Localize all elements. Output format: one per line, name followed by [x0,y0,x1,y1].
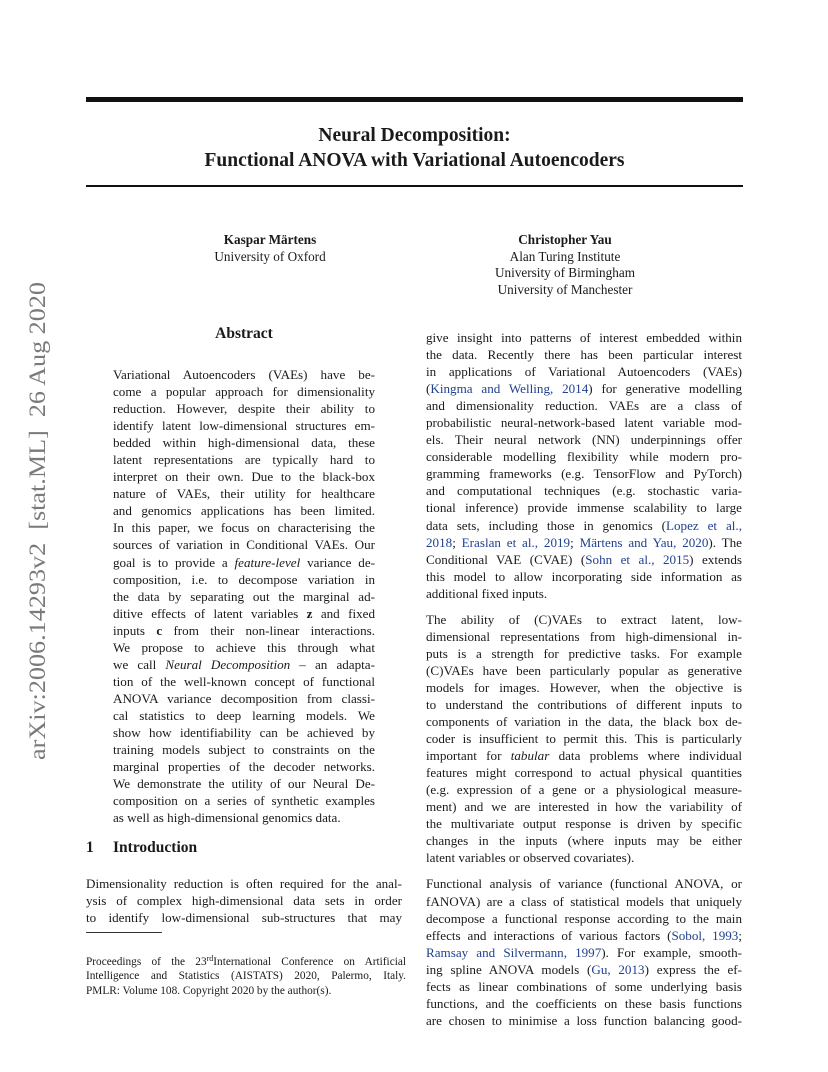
abstract-line: show how identifiability can be achieved by [113,724,375,740]
title-bottom-rule [86,185,743,187]
body-line: fANOVA) are a class of statistical models that uniquely [426,893,742,909]
abstract-line: ditive effects of latent variables z and fixed [113,605,376,621]
body-line: fects as linear combinations of some underlying basis [426,978,742,994]
arxiv-stamp-text: arXiv:2006.14293v2 [stat.ML] 26 Aug 2020 [25,330,51,760]
author-affiliation: University of Oxford [214,248,326,264]
footnote-line: PMLR: Volume 108. Copyright 2020 by the author(s). [86,984,332,997]
body-line: components of variation in the data, the black box de- [426,714,742,730]
section-heading-introduction [86,839,197,857]
abstract-line: cal statistics to deep learning models. We [113,707,375,723]
top-rule [86,97,743,102]
body-line: latent variables or observed covariates). [426,850,635,866]
body-line: in applications of Variational Autoencoders (VAEs) [426,364,742,380]
body-line: ing spline ANOVA models (Gu, 2013) express the ef- [426,961,742,977]
abstract-line: nature of VAEs, their utility for healthcare [113,486,375,502]
body-line: considerable modelling flexibility while modern pro- [426,449,742,465]
author-affiliation: Alan Turing Institute [509,248,621,264]
intro-line: to identify low-dimensional sub-structures that may [86,910,402,926]
body-line: functions, and the coefficients on these basis functions [426,995,742,1011]
author-name: Christopher Yau [518,232,612,247]
abstract-line: latent representations are typically hard to [113,452,375,468]
section-title: Introduction [113,839,198,856]
paper-title [86,123,743,173]
introduction-body [86,875,402,926]
intro-line: ysis of complex high-dimensional data sets in order [86,893,402,909]
author-2 [450,232,680,298]
abstract-line: the data by separating out the marginal ad- [113,588,375,604]
author-affiliation: University of Manchester [497,281,633,297]
title-line-2: Functional ANOVA with Variational Autoencoders [204,150,625,171]
body-line: dimensional representations from high-dimensional in- [426,628,742,644]
abstract-line: In this paper, we focus on characterising the [113,520,375,536]
arxiv-stamp[interactable] [21,278,51,758]
title-line-1: Neural Decomposition: [318,125,511,146]
right-column [426,329,742,1029]
body-line: Ramsay and Silvermann, 1997). For example, smooth- [426,944,742,960]
abstract-line: as well as high-dimensional genomics data. [113,810,341,826]
footnote-line: Proceedings of the 23rdInternational Conference on Artificial [86,954,407,968]
paragraph-2 [426,611,742,867]
abstract-line: sources of variation in Conditional VAEs. Our [113,537,375,553]
body-line: Functional analysis of variance (functional ANOVA, or [426,876,742,892]
body-line: puts is a strength for predictive tasks. For example [426,645,742,661]
abstract-line: Variational Autoencoders (VAEs) have be- [113,367,375,382]
body-line: the data. Recently there has been particular interest [426,347,742,363]
body-line: changes in the inputs (where inputs may be either [426,833,742,849]
body-line: (C)VAEs have been particularly popular as generative [426,662,742,678]
abstract-line: We propose to achieve this through what [113,639,375,655]
abstract-line: reduction. However, despite their ability to [113,401,375,417]
abstract-line: We demonstrate the utility of our Neural De- [113,776,375,792]
body-line: to understand the contributions of different inputs to [426,696,742,712]
body-line: important for tabular data problems where individual [426,748,743,764]
abstract-line: and genomics applications has been limited. [113,503,375,519]
body-line: data sets, including those in genomics (Lopez et al., [426,517,742,533]
abstract-line: training models subject to constraints on the [113,742,375,758]
abstract-line: composition, i.e. to decompose variation in [113,571,375,587]
body-line: Conditional VAE (CVAE) (Sohn et al., 2015) extends [426,551,742,567]
abstract-line: inputs c from their non-linear interactions. [113,622,375,638]
abstract-line: marginal properties of the decoder networks. [113,759,375,775]
body-line: gramming frameworks (e.g. TensorFlow and PyTorch) [426,466,742,482]
author-affiliation: University of Birmingham [495,265,635,280]
abstract-heading: Abstract [215,325,273,342]
abstract-line: tion of the well-known concept of functional [113,673,375,689]
body-line: (e.g. expression of a gene or a physiological measure- [426,782,742,798]
abstract-body [113,366,375,826]
intro-line: Dimensionality reduction is often required for the anal- [86,876,402,891]
abstract-line: come a popular approach for dimensionality [113,384,375,400]
body-line: decompose a functional response according to the main [426,910,742,926]
body-line: 2018; Eraslan et al., 2019; Märtens and Yau, 2020). The [426,534,742,550]
paragraph-3 [426,875,742,1028]
abstract-line: identify latent low-dimensional structures em- [113,418,375,434]
body-line: coder is insufficient to permit this. This is particularly [426,731,742,747]
body-line: ment) and we are interested in how the variability of [426,799,742,815]
section-number: 1 [86,839,94,856]
body-line: effects and interactions of various factors (Sobol, 1993; [426,927,742,943]
body-line: and computational techniques (e.g. stochastic varia- [426,483,742,499]
body-line: (Kingma and Welling, 2014) for generative modelling [426,381,742,397]
paragraph-1 [426,329,742,602]
author-1 [170,232,370,265]
author-name: Kaspar Märtens [223,232,317,247]
body-line: are chosen to minimise a loss function balancing good- [426,1012,742,1028]
abstract-line: we call Neural Decomposition – an adapta- [113,656,375,672]
footnote [86,955,406,998]
abstract-line: ANOVA variance decomposition from classi- [113,690,375,706]
body-line: models for images. However, when the objective is [426,679,742,695]
body-line: additional fixed inputs. [426,585,548,601]
body-line: the multivariate output response is driven by specific [426,816,742,832]
abstract-line: bedded within high-dimensional data, these [113,435,375,451]
body-line: els. Their neural network (NN) underpinnings offer [426,432,742,448]
body-line: features might correspond to actual physical quantities [426,765,742,781]
body-line: this model to allow incorporating side information as [426,568,742,584]
abstract-line: composition on a series of synthetic examples [113,793,375,809]
footnote-line: Intelligence and Statistics (AISTATS) 2020, Palermo, Italy. [86,970,406,983]
body-line: give insight into patterns of interest embedded within [426,330,742,345]
abstract-line: interpret on their own. Due to the black-box [113,469,375,485]
abstract-line: goal is to provide a feature-level variance de- [113,554,375,570]
body-line: probabilistic neural-network-based latent variable mod- [426,415,742,431]
body-line: tional inference) provide immense scalability to large [426,500,742,516]
footnote-rule [86,932,162,933]
body-line: and dimensionality reduction. VAEs are a class of [426,398,742,414]
body-line: The ability of (C)VAEs to extract latent, low- [426,611,742,627]
